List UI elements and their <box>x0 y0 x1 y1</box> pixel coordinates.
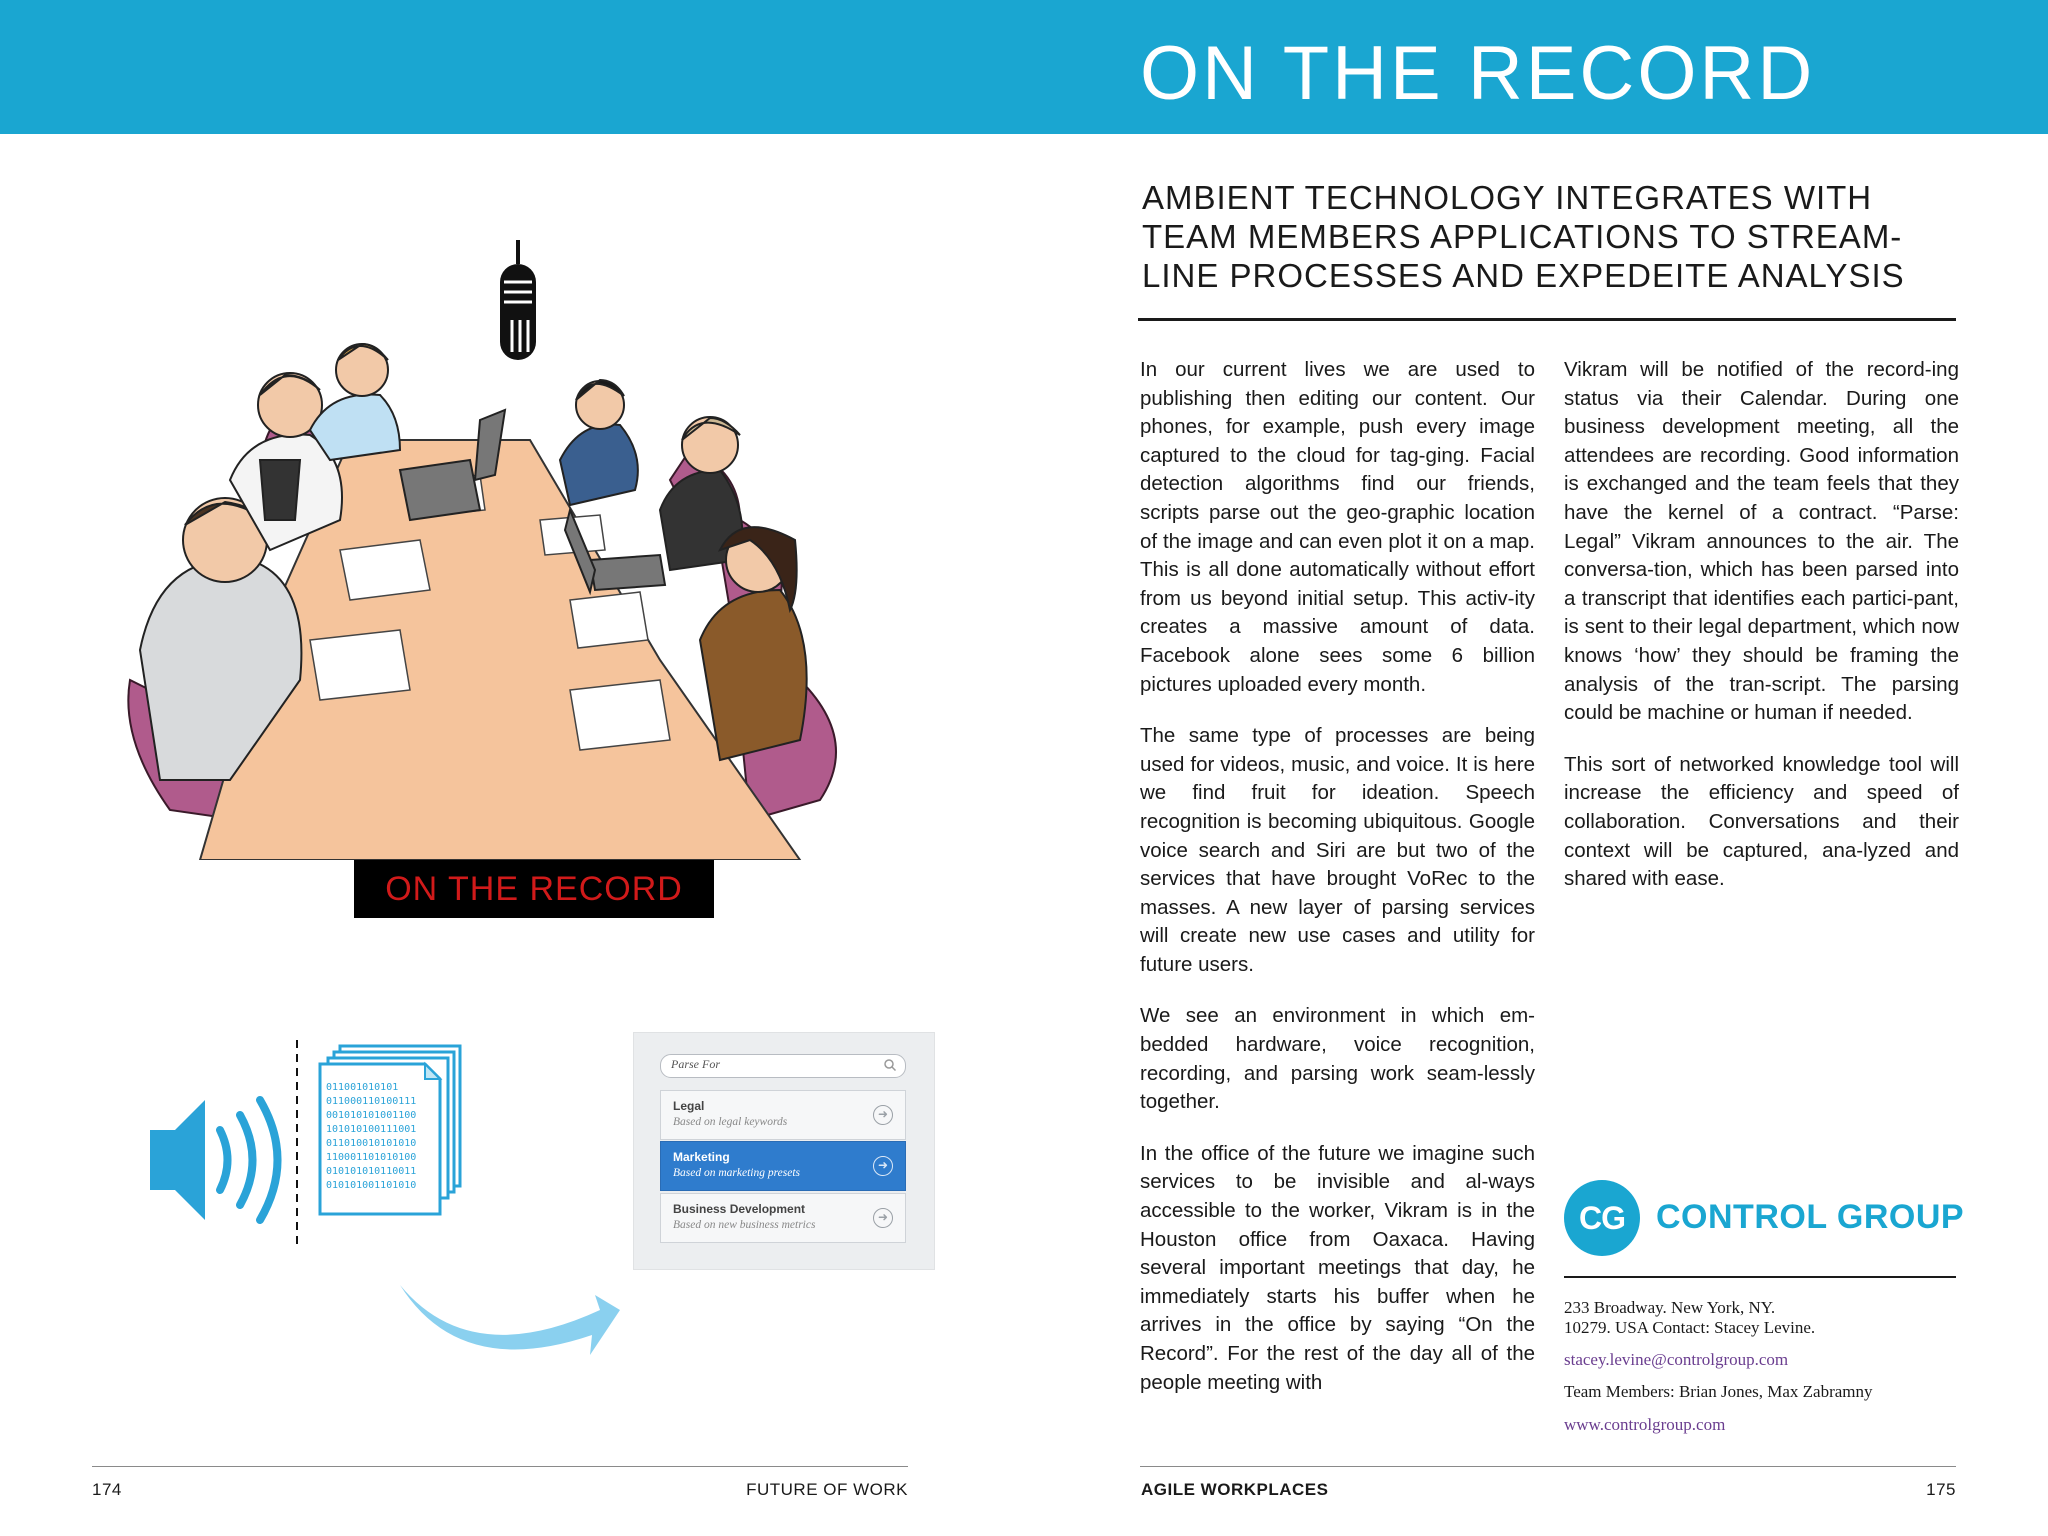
logo-badge: CG <box>1564 1180 1640 1256</box>
body-paragraph: This sort of networked knowledge tool will increase the efficiency and speed of collaboration. Conversations and their context will be captured, ana-lyzed and shared with ease. <box>1564 752 1959 891</box>
binary-line: 101010100111001 <box>326 1124 417 1135</box>
body-paragraph: In our current lives we are used to publishing then editing our content. Our phones, for example, push every image captured to the cloud for tag-ging. Facial detection algorithms find our friends, scripts parse out the geo-graphic location of the image and can even plot it on a map. This is all done automatically without effort from us beyond initial setup. This activ-ity creates a massive amount of data. Facebook alone sees some 6 billion pictures uploaded every month. <box>1140 358 1535 696</box>
body-column-left <box>1140 356 1535 1420</box>
binary-line: 011000110100111 <box>326 1096 417 1107</box>
binary-line: 001010101001100 <box>326 1110 417 1121</box>
chevron-right-icon: ➜ <box>873 1105 893 1125</box>
article-subtitle <box>1142 178 1962 295</box>
microphone-icon <box>500 240 536 360</box>
option-subtitle: Based on new business metrics <box>673 1219 816 1231</box>
meeting-illustration <box>100 220 950 860</box>
option-title: Marketing <box>673 1150 730 1164</box>
page-number-left: 174 <box>92 1480 122 1499</box>
company-address: 233 Broadway. New York, NY. <box>1564 1298 1776 1317</box>
sign-label: ON THE RECORD <box>385 869 683 908</box>
footer-divider-left <box>92 1466 908 1467</box>
parse-option-business-development[interactable] <box>660 1193 906 1243</box>
binary-line: 011001010101 <box>326 1082 399 1093</box>
arrow-icon <box>400 1285 620 1355</box>
body-column-right <box>1564 356 1959 917</box>
contact-email-link[interactable]: stacey.levine@controlgroup.com <box>1564 1350 1789 1369</box>
on-the-record-sign <box>354 860 714 918</box>
parse-option-legal[interactable] <box>660 1090 906 1140</box>
body-paragraph: In the office of the future we imagine such services to be invisible and al-ways accessible to the worker, Vikram is in the Houston office from Oaxaca. Having several important meetings that day, he immediately starts his buffer when he arrives in the office by saying “On the Record”. For the rest of the day all of the people meeting with <box>1140 1141 1535 1394</box>
logo-wordmark: CONTROL GROUP <box>1656 1198 1965 1236</box>
binary-line: 010101010110011 <box>326 1166 417 1177</box>
section-label-left: FUTURE OF WORK <box>746 1480 908 1499</box>
section-label-right: AGILE WORKPLACES <box>1141 1480 1329 1499</box>
control-group-logo <box>1564 1180 1964 1260</box>
option-subtitle: Based on legal keywords <box>673 1116 788 1128</box>
chevron-right-icon: ➜ <box>873 1156 893 1176</box>
speaker-icon <box>150 1100 278 1220</box>
chevron-right-icon: ➜ <box>873 1208 893 1228</box>
body-paragraph: We see an environment in which em-bedded hardware, voice recognition, recording, and parsing work seam-lessly together. <box>1140 1004 1535 1114</box>
company-website-link[interactable]: www.controlgroup.com <box>1564 1415 1726 1434</box>
page-title: ON THE RECORD <box>1140 31 1816 116</box>
option-title: Business Development <box>673 1202 806 1216</box>
subtitle-line: LINE PROCESSES AND EXPEDEITE ANALYSIS <box>1142 257 1905 294</box>
page-number-right: 175 <box>1926 1480 1956 1499</box>
body-paragraph: The same type of processes are being used for videos, music, and voice. It is here we find fruit for ideation. Speech recognition is becoming ubiquitous. Google voice search and Siri are but two of the services that have brought VoRec to the masses. A new layer of parsing services will create new use cases and utility for future users. <box>1140 724 1535 976</box>
option-title: Legal <box>673 1099 705 1113</box>
documents-icon <box>320 1046 460 1214</box>
company-divider <box>1564 1276 1956 1278</box>
subtitle-line: TEAM MEMBERS APPLICATIONS TO STREAM- <box>1142 218 1903 255</box>
binary-line: 010101001101010 <box>326 1180 417 1191</box>
binary-line: 011010010101010 <box>326 1138 417 1149</box>
subtitle-line: AMBIENT TECHNOLOGY INTEGRATES WITH <box>1142 179 1873 216</box>
search-placeholder: Parse For <box>671 1057 720 1071</box>
body-paragraph: Vikram will be notified of the record-ing status via their Calendar. During one business development meeting, all the attendees are recording. Good information is exchanged and the team feels that they have the kernel of a contract. “Parse: Legal” Vikram announces to the air. The conversa-tion, which has been parsed into a transcript that identifies each partici-pant, is sent to their legal department, which now knows ‘how’ they should be framing the analysis of the tran-script. The parsing could be machine or human if needed. <box>1564 358 1959 725</box>
subtitle-divider <box>1138 318 1956 321</box>
parse-option-marketing[interactable] <box>660 1141 906 1191</box>
company-address: 10279. USA Contact: Stacey Levine. <box>1564 1318 1816 1337</box>
header-banner <box>0 0 2048 134</box>
option-subtitle: Based on marketing presets <box>673 1167 801 1179</box>
parse-search-input[interactable] <box>660 1054 906 1078</box>
footer-divider-right <box>1140 1466 1956 1467</box>
search-icon <box>883 1058 897 1072</box>
team-members: Team Members: Brian Jones, Max Zabramny <box>1564 1382 1873 1401</box>
binary-line: 110001101010100 <box>326 1152 417 1163</box>
